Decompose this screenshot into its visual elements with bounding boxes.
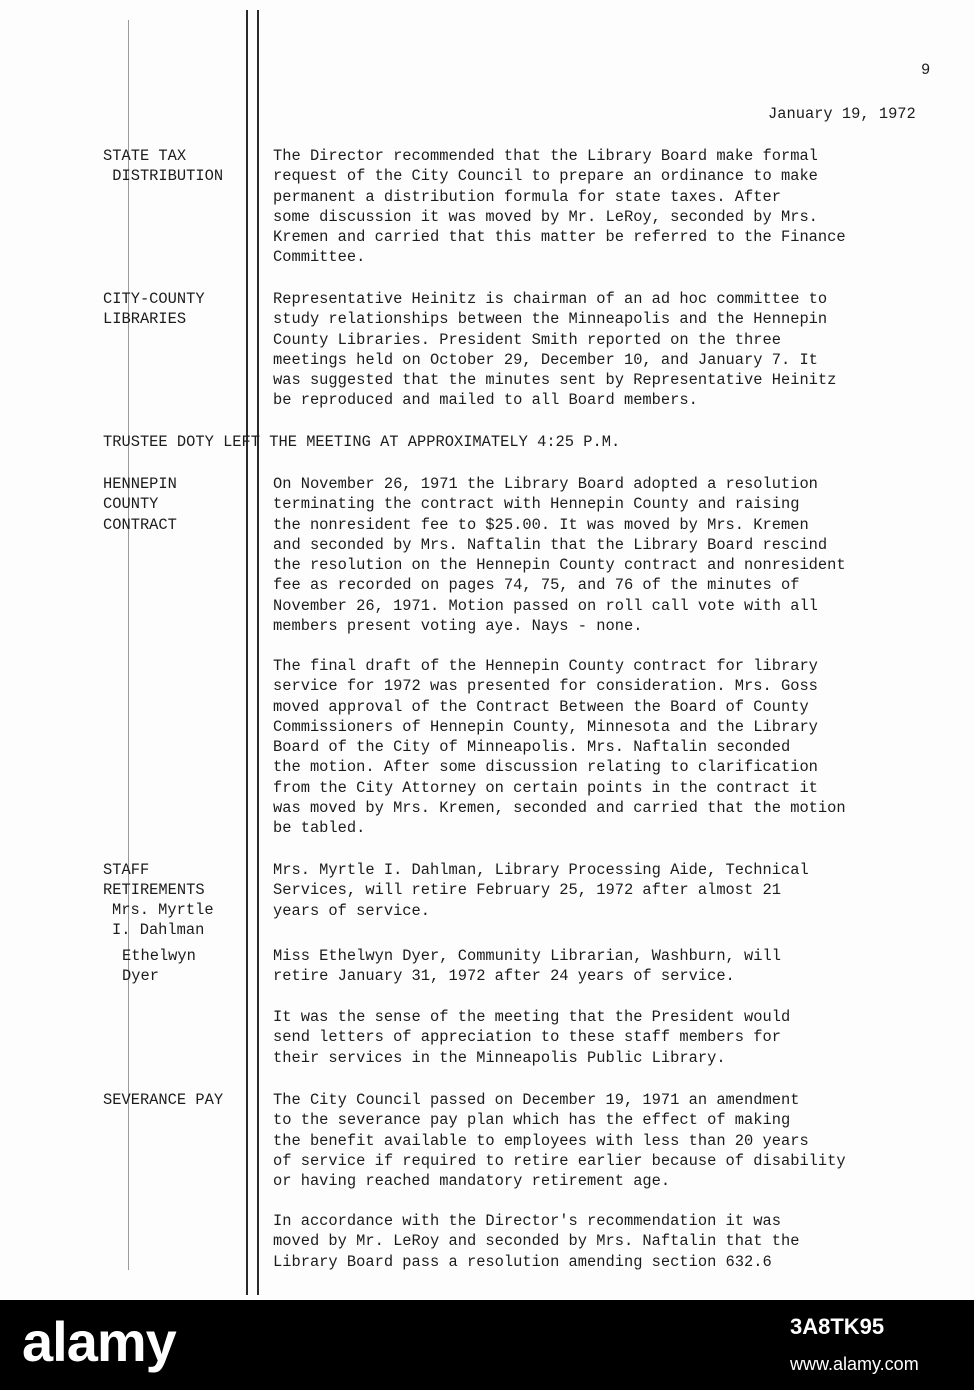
dahlman-body: Mrs. Myrtle I. Dahlman, Library Processing Aide, Technical Services, will retire February 25, 1972 after almost 21 years of service. <box>273 861 809 920</box>
margin-rule-faint <box>128 20 129 1270</box>
document-date: January 19, 1972 <box>768 105 916 123</box>
severance-body-1: The City Council passed on December 19, 1971 an amendment to the severance pay plan which has the effect of making the benefit available to employees with less than 20 years of service if required to retire earlier because of disability or having reached mandatory retirement age. <box>273 1091 846 1191</box>
stock-url: www.alamy.com <box>790 1354 919 1374</box>
dahlman-sublabel: Mrs. Myrtle I. Dahlman <box>112 901 214 940</box>
page-number: 9 <box>921 61 931 79</box>
margin-rule-right <box>257 10 259 1295</box>
image-id: 3A8TK95 <box>790 1314 885 1339</box>
hennepin-body-1: On November 26, 1971 the Library Board adopted a resolution terminating the contract with Hennepin County and raising the nonresident fee to $25.00. It was moved by Mrs. Kremen and seconded by Mrs. Naftalin that the Library Board rescind the resolution on the Hennepin County contract and nonresident fee as recorded on pages 74, 75, and 76 of the minutes of November 26, 1971. Motion passed on roll call vote with all members present voting aye. Nays - none. <box>273 475 846 636</box>
city-county-label: CITY-COUNTY LIBRARIES <box>103 290 205 329</box>
alamy-logo: alamy <box>22 1310 176 1373</box>
margin-rule-left <box>246 10 248 1295</box>
stock-watermark-bar <box>0 1300 974 1390</box>
hennepin-label: HENNEPIN COUNTY CONTRACT <box>103 475 177 534</box>
staff-retirements-label: STAFF RETIREMENTS <box>103 861 205 900</box>
severance-pay-label: SEVERANCE PAY <box>103 1091 224 1109</box>
appreciation-body: It was the sense of the meeting that the President would send letters of appreciation to these staff members for their services in the Minneapolis Public Library. <box>273 1008 791 1067</box>
hennepin-body-2: The final draft of the Hennepin County contract for library service for 1972 was presented for consideration. Mrs. Goss moved approval of the Contract Between the Board of County Commissioners of Hennepin County, Minnesota and the Library Board of the City of Minneapolis. Mrs. Naftalin seconded the motion. After some discussion relating to clarification from the City Attorney on certain points in the contract it was moved by Mrs. Kremen, seconded and carried that the motion be tabled. <box>273 657 846 838</box>
dyer-body: Miss Ethelwyn Dyer, Community Librarian, Washburn, will retire January 31, 1972 after 24 years of service. <box>273 947 781 986</box>
city-county-body: Representative Heinitz is chairman of an ad hoc committee to study relationships between the Minneapolis and the Hennepin County Libraries. President Smith reported on the three meetings held on October 29, December 10, and January 7. It was suggested that the minutes sent by Representative Heinitz be reproduced and mailed to all Board members. <box>273 290 837 410</box>
state-tax-body: The Director recommended that the Library Board make formal request of the City Council to prepare an ordinance to make permanent a distribution formula for state taxes. After some discussion it was moved by Mr. LeRoy, seconded by Mrs. Kremen and carried that this matter be referred to the Finance Committee. <box>273 147 846 267</box>
state-tax-label: STATE TAX DISTRIBUTION <box>103 147 224 186</box>
trustee-note: TRUSTEE DOTY LEFT THE MEETING AT APPROXIMATELY 4:25 P.M. <box>103 433 621 451</box>
severance-body-2: In accordance with the Director's recommendation it was moved by Mr. LeRoy and seconded by Mrs. Naftalin that the Library Board pass a resolution amending section 632.6 <box>273 1212 800 1271</box>
dyer-sublabel: Ethelwyn Dyer <box>122 947 196 986</box>
